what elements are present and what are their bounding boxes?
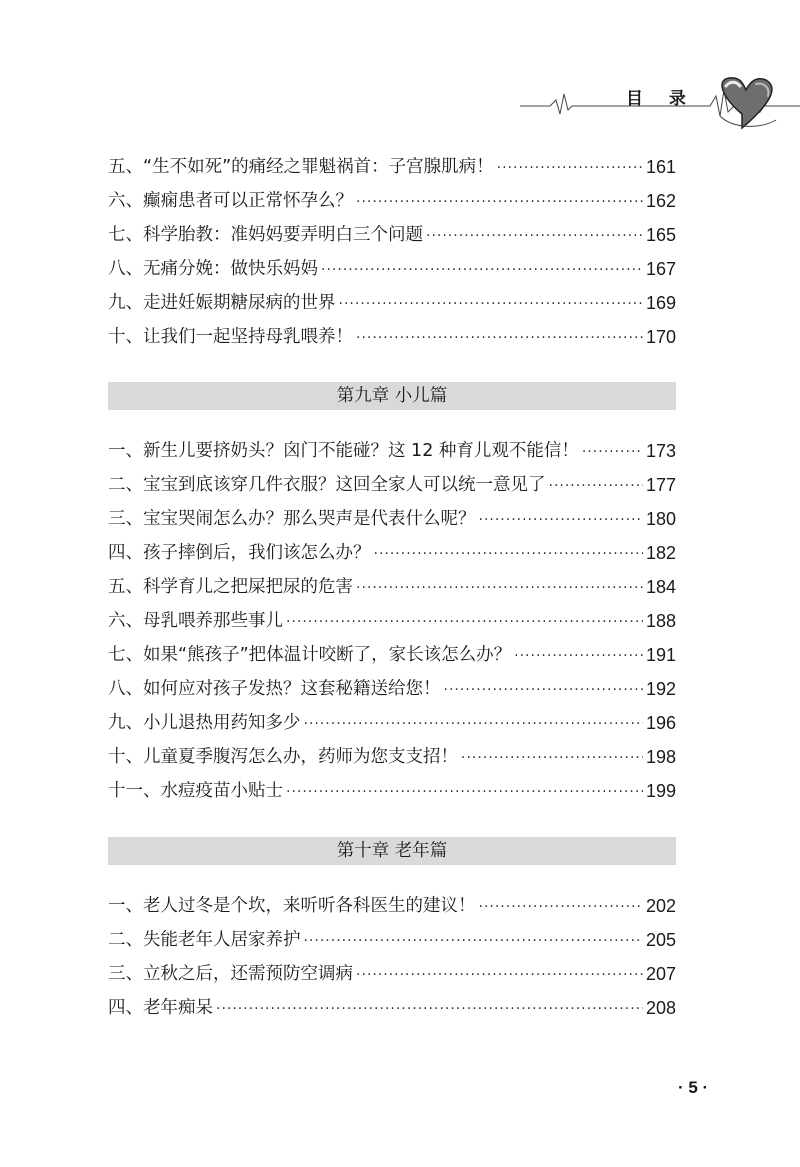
toc-item[interactable]	[108, 632, 676, 666]
toc-leader-dots	[497, 158, 643, 178]
toc-item[interactable]	[108, 734, 676, 768]
toc-item-title: 九、走进妊娠期糖尿病的世界	[108, 293, 336, 313]
toc-item-page: 162	[645, 191, 676, 211]
toc-leader-dots	[304, 931, 643, 951]
toc-item[interactable]	[108, 212, 676, 246]
toc-item-title: 四、孩子摔倒后，我们该怎么办？	[108, 543, 371, 563]
toc-item-title: 六、癫痫患者可以正常怀孕么？	[108, 191, 353, 211]
toc-leader-dots	[356, 328, 643, 348]
toc-item-page: 180	[645, 509, 676, 529]
toc-item-page: 207	[645, 964, 676, 984]
toc-item[interactable]	[108, 314, 676, 348]
toc-leader-dots	[461, 748, 643, 768]
toc-leader-dots	[582, 442, 643, 462]
toc-leader-dots	[304, 714, 643, 734]
toc-item-page: 165	[645, 225, 676, 245]
toc-item-title: 十、儿童夏季腹泻怎么办，药师为您支支招！	[108, 747, 458, 767]
toc-item-page: 188	[645, 611, 676, 631]
page-number: · 5 ·	[678, 1078, 709, 1097]
page-header	[520, 70, 800, 140]
toc-leader-dots	[374, 544, 643, 564]
toc-item[interactable]	[108, 462, 676, 496]
toc-item-title: 八、无痛分娩：做快乐妈妈	[108, 259, 318, 279]
toc-item-page: 196	[645, 713, 676, 733]
toc-list-children	[108, 428, 676, 802]
toc-leader-dots	[444, 680, 643, 700]
toc-item[interactable]	[108, 496, 676, 530]
header-title: 目 录	[626, 89, 696, 109]
toc-leader-dots	[426, 226, 643, 246]
toc-item-page: 173	[645, 441, 676, 461]
toc-item-title: 九、小儿退热用药知多少	[108, 713, 301, 733]
toc-item-page: 198	[645, 747, 676, 767]
toc-item[interactable]	[108, 883, 676, 917]
toc-leader-dots	[356, 578, 643, 598]
toc-item-page: 202	[645, 896, 676, 916]
toc-item[interactable]	[108, 428, 676, 462]
toc-item[interactable]	[108, 666, 676, 700]
toc-item[interactable]	[108, 700, 676, 734]
toc-item[interactable]	[108, 144, 676, 178]
toc-item-page: 205	[645, 930, 676, 950]
toc-item-title: 五、“生不如死”的痛经之罪魁祸首：子宫腺肌病！	[108, 157, 494, 177]
toc-item-page: 161	[645, 157, 676, 177]
toc-item-page: 191	[645, 645, 676, 665]
toc-item-title: 一、新生儿要挤奶头？囟门不能碰？这 12 种育儿观不能信！	[108, 441, 579, 461]
toc-leader-dots	[356, 192, 643, 212]
toc-item-page: 192	[645, 679, 676, 699]
toc-item[interactable]	[108, 564, 676, 598]
toc-item[interactable]	[108, 598, 676, 632]
toc-leader-dots	[339, 294, 643, 314]
toc-item[interactable]	[108, 246, 676, 280]
toc-leader-dots	[321, 260, 643, 280]
toc-item-title: 十一、水痘疫苗小贴士	[108, 781, 283, 801]
toc-item-title: 三、立秋之后，还需预防空调病	[108, 964, 353, 984]
toc-leader-dots	[216, 999, 643, 1019]
toc-leader-dots	[514, 646, 643, 666]
toc-item[interactable]	[108, 951, 676, 985]
toc-leader-dots	[356, 965, 643, 985]
toc-item-page: 177	[645, 475, 676, 495]
toc-leader-dots	[479, 510, 643, 530]
toc-item[interactable]	[108, 280, 676, 314]
toc-item-page: 167	[645, 259, 676, 279]
chapter-heading[interactable]: 第十章 老年篇	[108, 837, 676, 865]
toc-item-title: 七、如果“熊孩子”把体温计咬断了，家长该怎么办？	[108, 645, 512, 665]
toc-item-title: 四、老年痴呆	[108, 998, 213, 1018]
chapter-heading[interactable]: 第九章 小儿篇	[108, 382, 676, 410]
toc-item[interactable]	[108, 530, 676, 564]
toc-item-page: 208	[645, 998, 676, 1018]
toc-item[interactable]	[108, 178, 676, 212]
toc-item-title: 八、如何应对孩子发热？这套秘籍送给您！	[108, 679, 441, 699]
toc-item-title: 二、失能老年人居家养护	[108, 930, 301, 950]
toc-leader-dots	[479, 897, 643, 917]
toc-item-page: 170	[645, 327, 676, 347]
toc-item-page: 182	[645, 543, 676, 563]
toc-item[interactable]	[108, 768, 676, 802]
toc-list-gynecology	[108, 144, 676, 348]
toc-item[interactable]	[108, 985, 676, 1019]
toc-item-page: 199	[645, 781, 676, 801]
toc-leader-dots	[549, 476, 643, 496]
toc-item-title: 七、科学胎教：准妈妈要弄明白三个问题	[108, 225, 423, 245]
toc-item-title: 二、宝宝到底该穿几件衣服？这回全家人可以统一意见了	[108, 475, 546, 495]
toc-leader-dots	[286, 612, 643, 632]
toc-item[interactable]	[108, 917, 676, 951]
toc-item-title: 一、老人过冬是个坎，来听听各科医生的建议！	[108, 896, 476, 916]
toc-item-title: 六、母乳喂养那些事儿	[108, 611, 283, 631]
toc-leader-dots	[286, 782, 643, 802]
toc-list-elderly	[108, 883, 676, 1019]
toc-item-title: 三、宝宝哭闹怎么办？那么哭声是代表什么呢？	[108, 509, 476, 529]
toc-item-page: 169	[645, 293, 676, 313]
toc-item-page: 184	[645, 577, 676, 597]
toc-item-title: 十、让我们一起坚持母乳喂养！	[108, 327, 353, 347]
toc-item-title: 五、科学育儿之把屎把尿的危害	[108, 577, 353, 597]
